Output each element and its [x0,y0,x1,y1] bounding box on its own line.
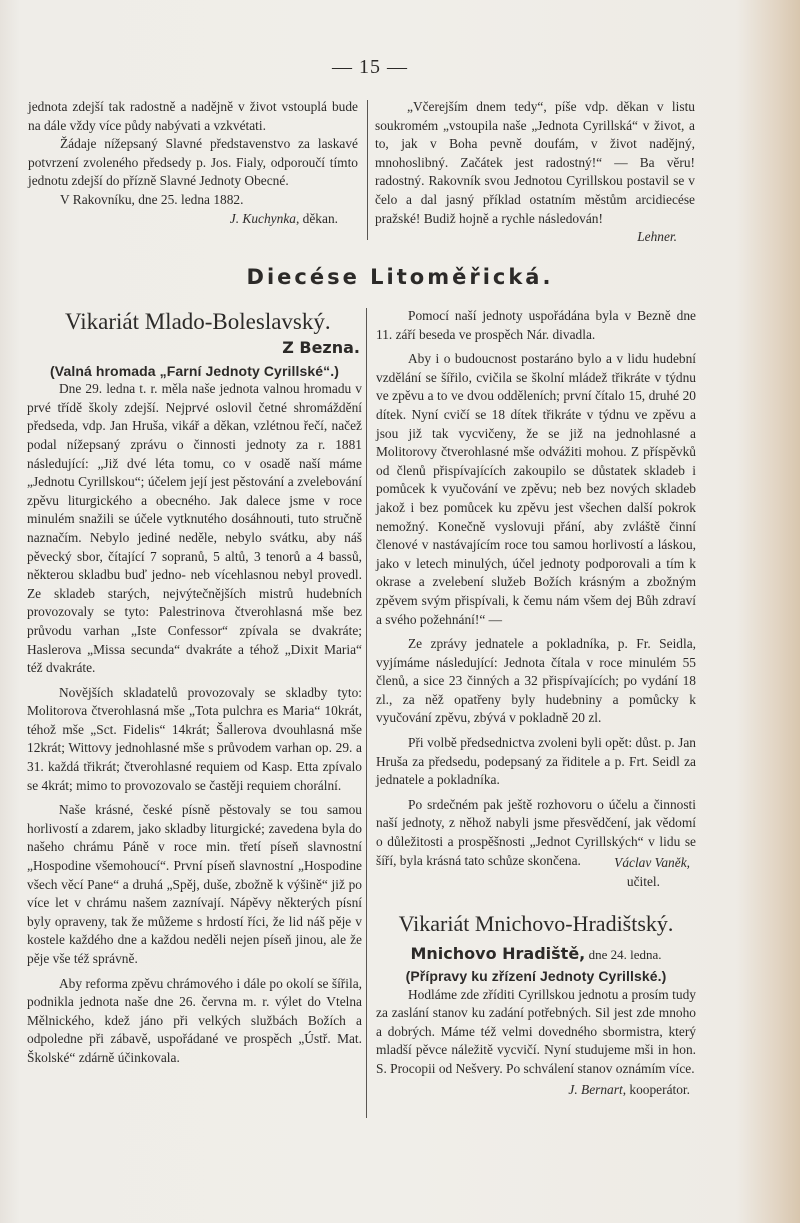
column-divider [366,308,367,1118]
place-heading: Z Bezna. [282,338,360,357]
section-title: Diecése Litoměřická. [246,265,554,289]
place-heading [376,945,696,965]
signature: Lehner. [637,229,677,245]
place-date: dne 24. ledna. [588,947,662,963]
paragraph: Dne 29. ledna t. r. měla naše jednota valnou hromadu v prvé třídě školy zdejší. Nejprvé oslovil četné shromáždění předseda, vdp. Jan Hruša, vikář a děkan, vzlétnou řečí, načež podal nížepsaný zprávu o činnosti jednoty za r. 1881 následující: „Již dvé léta tomu, co v osadě naší máme „Jednotu Cyrillskou“; účelem její jest pěstování a zvelebování zpěvu liturgického a obecného. Jak dalece jsme v roce minulém snažili se účele vytknutého dosáhnouti, tuto stručně naznačím. Nebylo jediné neděle, nebylo svátku, aby náš pěvecký sbor, čítající 7 sopranů, 5 altů, 3 tenorů a 4 bassů, některou skladbu buď jedno- neb vícehlasnou nebyl provedl. Ze skladeb starých, nejvýtečnějších mistrů hudebních provozovaly se tyto: Palestrinova čtverohlasná mše bez průvodu varhan „Iste Confessor“ zpívala se dvakráte; Haslerova „Missa secunda“ dvakráte a téhož „Dixit Maria“ též dvakráte. [27,381,362,676]
signature-name: J. Kuchynka [229,210,296,226]
paragraph: „Včerejším dnem tedy“, píše vdp. děkan v listu soukromém „vstoupila naše „Jednota Cyrillská“ v život, a to, jak v Boha pevně doufám, v život nadějný, mnohoslibný. Začátek jest radostný!“ — Ba věru! radostný. Rakovník svou Jednotou Cyrillskou postavil se v čelo a dal jasný příklad ostatním městům arcidiecése pražské! Budiž hojně a rychle následován! [375,99,695,226]
column-divider [367,100,368,240]
paragraph: Aby i o budoucnost postaráno bylo a v lidu hudební vzdělání se šířilo, cvičila se školní mládež třikráte v týdnu ve zpěvu a to ve dvou odděleních; první čítalo 15, druhé 20 dítek. Nyní cvičí se 18 dítek třikráte v týdnu ve zpěvu a jsou již tak vycvičeny, že se již na jednohlasné a Molitorovy čtverohlasné mše odvážiti mohou. Z příspěvků od členů přispívajících zakoupilo se důstatek skladeb i pomůcek k vyučování ve zpěvu; neb bez nových skladeb jakož i bez pomůcek ku zpěvu jest všechen další pokrok nemožný. Konečně vyslovuji přání, aby zvláště činní členové v nastávajícím roce tou samou horlivostí a láskou, jako v letech minulých, účel jednoty podporovali a tím k okrase a zvelebení služeb Božích krásným a zbožným zpěvem svým přispívali, k čemu nám všem dej Bůh zdraví a svého požehnání!“ — [376,351,696,627]
vikariat-title: Vikariát Mnichovo-Hradištský. [398,911,674,937]
article-subtitle: (Přípravy ku zřízení Jednoty Cyrillské.) [405,968,667,984]
paragraph: Aby reforma zpěvu chrámového i dále po okolí se šířila, podnikla jednota naše dne 26. června m. r. výlet do Vtelna Mělnického, kdež jáno při velkých službách Božích a odpoledne při zábavě, uspořádané ve prospěch „Ústř. Mat. Školské“ zdárně účinkovala. [27,975,362,1065]
article-subtitle: (Valná hromada „Farní Jednoty Cyrillské“.) [50,362,339,379]
signature [28,210,358,229]
paragraph: Novějších skladatelů provozovaly se skladby tyto: Molitorova čtverohlasná mše „Tota pulchra es Maria“ 10krát, téhož mše „Sct. Fidelis“ 14krát; Šallerova dvouhlasná mše 12krát; Wittovy jednohlasné mše s průvodem varhan op. 29. a 31. každá třikrát; čtverohlasné requiem od Kasp. Etta zpívalo se 4krát; mimo to provozovalo se častěji requiem chorální. [27,684,362,793]
paragraph: Pomocí naší jednoty uspořádána byla v Bezně dne 11. září beseda ve prospěch Nár. divadla. [376,308,696,342]
top-left-column [28,98,358,228]
signature-role: , kooperátor. [622,1081,690,1097]
vikariat-title: Vikariát Mlado-Boleslavský. [65,309,331,334]
signature [376,1081,696,1100]
top-right-column [375,98,695,247]
paragraph: jednota zdejší tak radostně a nadějně v život vstouplá bude na dále vždy více půdy nabývati a vzkvétati. [28,99,358,133]
paragraph: Při volbě předsednictva zvoleni byli opět: důst. p. Jan Hruša za předsedu, podepsaný za řiditele a p. Frt. Seidl za jednatele a pokladníka. [376,735,696,788]
signature-name: J. Bernart [568,1081,623,1097]
left-main-column [27,307,362,1068]
signature-role: , děkan. [295,210,338,226]
right-main-column [376,307,696,1099]
paragraph: Žádaje nížepsaný Slavné představenstvo za laskavé potvrzení zvoleného předsedy p. Jos. Fialy, odporoučí tímto jednotu zdejší do přízně Slavné Jednoty Obecné. [28,136,358,189]
place-name: Mnichovo Hradiště, [410,944,586,964]
paragraph: Hodláme zde zříditi Cyrillskou jednotu a prosím tudy za zaslání stanov ku zadání potřebných. Sil jest zde mnoho a dobrých. Máme též velmi dovedného sbormistra, který mladší pěvce náležitě vycvičí. Nyní studujeme mši in hon. S. Procopii od Nešvery. Po schválení stanov oznámím více. [376,986,696,1076]
dateline: V Rakovníku, dne 25. ledna 1882. [60,191,244,207]
page-number: — 15 — [332,56,408,78]
signature-name: Václav Vaněk, [614,855,690,871]
signature-role: učitel. [626,873,660,889]
paragraph: Ze zprávy jednatele a pokladníka, p. Fr. Seidla, vyjímáme následující: Jednota čítala v roce minulém 55 členů, a sice 23 činných a 32 přispívajících; po vydání 18 zl., za něž opatřeny byly hudebniny a pomůcky k vyučování zpěvu, zbývá v pokladně 20 zl. [376,636,696,726]
paragraph: Po srdečném pak ještě rozhovoru o účelu a činnosti naší jednoty, z něhož nabyli jsme přesvědčení, jak vědomí o důležitosti a prospěšnosti „Jednot Cyrillských“ v lidu se šíří, byla krásná tato schůze skončena. [376,796,696,868]
paragraph: Naše krásné, české písně pěstovaly se tou samou horlivostí a zdarem, jako skladby liturgické; zavedena byla do našeho chrámu Páně v roce min. třetí píseň slavnostní „Hospodine všemohoucí“. První píseň slavnostní „Hospodine všech věcí Pane“ a druhá „Spěj, duše, zbožně k výšině“ již po více let v chrámu našem zaznívají. Nápěvy některých písní byly opraveny, tak že můžeme s hrdostí říci, že lid náš pěje v kostele každého dne a každou neděli nejen píseň jinou, ale že pěje vše též správně. [27,802,362,966]
